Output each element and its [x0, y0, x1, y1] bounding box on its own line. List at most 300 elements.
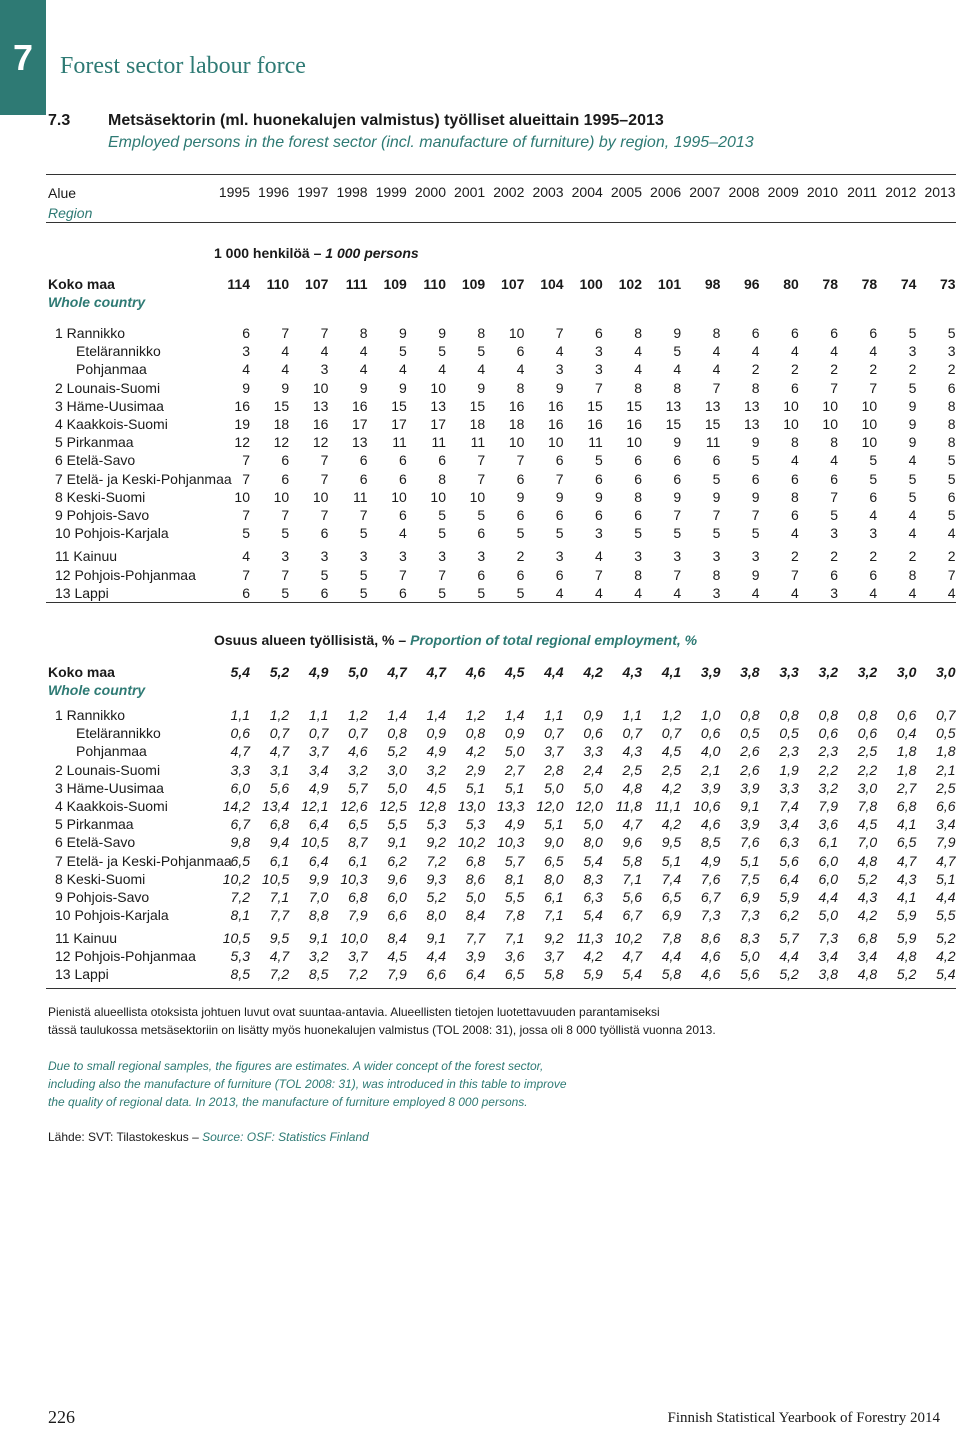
table-cell: 5,8: [544, 966, 564, 982]
table-cell: 10: [312, 379, 329, 396]
table-cell: 3,6: [818, 816, 838, 833]
table-cell: 10,2: [222, 870, 250, 887]
table-cell: 6: [399, 452, 407, 469]
table-cell: 10: [626, 434, 642, 451]
year-header: 2001: [454, 184, 486, 200]
table-cell: 4: [830, 452, 838, 469]
table-cell: 2: [947, 361, 956, 378]
table-cell: 9: [516, 488, 525, 505]
table-cell: 7,0: [857, 834, 878, 851]
table-cell: 5: [438, 585, 446, 601]
table-cell: 4,9: [308, 664, 329, 680]
table-cell: 6: [830, 567, 838, 583]
table-cell: 7: [830, 488, 838, 505]
table-cell: 4,1: [661, 664, 682, 680]
table-cell: 6,6: [387, 907, 407, 924]
table-cell: 8,6: [465, 870, 486, 887]
table-cell: 3,9: [740, 816, 760, 833]
table-cell: 2,9: [465, 761, 486, 778]
table-cell: 3,0: [896, 664, 917, 680]
table-cell: 3,9: [700, 664, 721, 680]
year-header: 2007: [689, 184, 721, 200]
table-cell: 78: [822, 276, 838, 292]
table-cell: 13: [312, 397, 329, 414]
table-cell: 16: [508, 397, 525, 414]
table-cell: 10,5: [301, 834, 329, 851]
chapter-title: Forest sector labour force: [60, 53, 306, 79]
table-cell: 1,9: [779, 761, 799, 778]
table-cell: 4,1: [896, 889, 917, 905]
table-cell: 6: [477, 525, 486, 542]
table-cell: 4,7: [622, 816, 642, 833]
table-cell: 4,7: [896, 852, 917, 869]
table-cell: 107: [305, 276, 329, 292]
table-cell: 4: [869, 585, 878, 601]
table-cell: 3,7: [348, 948, 368, 964]
table-cell: 3,3: [583, 743, 603, 760]
table-cell: 7,3: [700, 907, 721, 924]
table-cell: 10,5: [261, 870, 290, 887]
table-cell: 7: [359, 507, 368, 523]
table-cell: 4,5: [857, 816, 878, 833]
table-cell: 6: [673, 452, 682, 469]
table-cell: 16: [548, 397, 564, 414]
table-title-fi-text: Metsäsektorin (ml. huonekalujen valmistus) työlliset alueittain 1995–2013: [108, 112, 664, 129]
region-label: 2 Lounais-Suomi: [55, 379, 161, 396]
table-cell: 6: [399, 470, 407, 487]
table-cell: 6: [595, 325, 603, 341]
table-cell: 5: [908, 470, 917, 487]
table-cell: 9,5: [661, 834, 682, 851]
table-cell: 2,6: [740, 761, 760, 778]
table-cell: 2,1: [936, 761, 956, 778]
table-cell: 8: [908, 567, 917, 583]
table-cell: 1,0: [700, 707, 721, 723]
region-label: 13 Lappi: [55, 966, 109, 982]
table-cell: 6: [242, 325, 250, 341]
table-cell: 18: [273, 416, 290, 432]
table-cell: 2,7: [504, 761, 525, 778]
table-cell: 6,5: [348, 816, 368, 833]
table-cell: 6: [791, 470, 799, 487]
source-note: Lähde: SVT: Tilastokeskus – Source: OSF: Statistics Finland: [48, 1130, 369, 1144]
table-cell: 4: [399, 361, 407, 378]
region-label: Etelärannikko: [76, 343, 161, 360]
table-cell: 6: [477, 567, 486, 583]
table-cell: 3: [595, 525, 603, 542]
table-cell: 1,4: [387, 707, 407, 723]
table-cell: 4,3: [896, 870, 917, 887]
table-cell: 1,1: [308, 707, 329, 723]
table-cell: 0,8: [387, 725, 407, 742]
table-cell: 0,6: [700, 725, 721, 742]
table-cell: 1,2: [348, 707, 368, 723]
region-label: Pohjanmaa: [76, 743, 147, 760]
table-cell: 3: [595, 343, 603, 360]
table-cell: 4,6: [700, 816, 721, 833]
table-cell: 6,6: [936, 798, 956, 814]
table-cell: 10,0: [340, 930, 368, 946]
table-cell: 6: [947, 379, 956, 396]
table-cell: 3,0: [387, 761, 407, 778]
table-cell: 6: [869, 567, 878, 583]
table-cell: 5,0: [544, 779, 564, 796]
table-cell: 0,8: [818, 707, 838, 723]
table-cell: 5,5: [387, 816, 407, 833]
table-cell: 3,1: [269, 761, 290, 778]
table-cell: 5,9: [896, 907, 917, 924]
table-cell: 2: [908, 548, 917, 564]
table-cell: 5,3: [426, 816, 446, 833]
table-cell: 7,4: [661, 870, 682, 887]
table-cell: 10: [430, 379, 446, 396]
table-cell: 8,1: [504, 870, 525, 887]
whole-country-label-en: Whole country: [48, 682, 146, 698]
table-cell: 1,2: [269, 707, 290, 723]
table-cell: 16: [548, 416, 564, 432]
year-header: 2012: [885, 184, 917, 200]
table-cell: 0,9: [504, 725, 525, 742]
table-cell: 6,3: [583, 889, 603, 905]
table-cell: 0,6: [818, 725, 838, 742]
table-cell: 109: [383, 276, 407, 292]
table-cell: 9,0: [544, 834, 564, 851]
table-cell: 7: [673, 507, 682, 523]
divider: [46, 988, 956, 989]
table-cell: 0,5: [936, 725, 956, 742]
table-cell: 2: [869, 548, 878, 564]
table-cell: 0,7: [308, 725, 329, 742]
table-cell: 4: [438, 361, 446, 378]
table-cell: 3,0: [857, 779, 878, 796]
table-cell: 4: [634, 585, 642, 601]
table-cell: 7: [281, 325, 290, 341]
table-cell: 9: [673, 325, 682, 341]
table-cell: 9,3: [426, 870, 446, 887]
table-cell: 3,9: [740, 779, 760, 796]
table-cell: 9: [555, 379, 564, 396]
table-cell: 16: [312, 416, 329, 432]
whole-country-label-en: Whole country: [48, 294, 146, 310]
table-cell: 5: [320, 567, 329, 583]
table-cell: 1,8: [896, 761, 917, 778]
table-cell: 5: [516, 585, 525, 601]
table-cell: 10,2: [457, 834, 486, 851]
table-cell: 5: [947, 507, 956, 523]
table-cell: 11: [705, 434, 721, 451]
table-cell: 6,5: [544, 852, 564, 869]
table-cell: 6,7: [700, 889, 721, 905]
table-cell: 0,8: [465, 725, 486, 742]
chapter-number: 7: [12, 37, 34, 78]
table-cell: 5: [712, 470, 721, 487]
table-cell: 8: [634, 379, 642, 396]
table-cell: 73: [940, 276, 956, 292]
table-cell: 2,2: [818, 761, 838, 778]
year-header: 1995: [218, 184, 250, 200]
table-cell: 6: [751, 470, 760, 487]
table-cell: 5,6: [740, 966, 760, 982]
table-cell: 11: [588, 434, 603, 451]
whole-country-label: Koko maa: [48, 276, 115, 292]
year-header: 2011: [847, 184, 878, 200]
region-label: 4 Kaakkois-Suomi: [55, 416, 168, 432]
table-cell: 7,3: [818, 930, 838, 946]
table-cell: 3,3: [230, 761, 250, 778]
table-cell: 1,8: [896, 743, 917, 760]
table-cell: 5: [438, 525, 446, 542]
table-cell: 8,6: [700, 930, 721, 946]
table-cell: 5: [830, 507, 838, 523]
table-cell: 6: [830, 325, 838, 341]
table-cell: 10: [312, 488, 329, 505]
region-label: 13 Lappi: [55, 585, 109, 601]
table-cell: 5: [477, 507, 486, 523]
table-cell: 0,7: [269, 725, 290, 742]
table-cell: 5,4: [583, 907, 603, 924]
table-cell: 9: [281, 379, 290, 396]
table-cell: 9: [751, 434, 760, 451]
table-cell: 5,6: [269, 779, 290, 796]
table-cell: 4: [516, 361, 525, 378]
table-cell: 6: [595, 507, 603, 523]
table-cell: 0,8: [740, 707, 760, 723]
table-cell: 2: [791, 548, 799, 564]
table-cell: 6,0: [818, 852, 838, 869]
table-cell: 7: [242, 567, 250, 583]
table-cell: 3,2: [857, 664, 878, 680]
year-header: 2009: [767, 184, 799, 200]
table-cell: 8,8: [308, 907, 329, 924]
year-header: 2005: [610, 184, 642, 200]
table-cell: 10,3: [497, 834, 525, 851]
region-label: 9 Pohjois-Savo: [55, 889, 150, 905]
footer-title: Finnish Statistical Yearbook of Forestry 2014: [667, 1410, 940, 1426]
table-cell: 4,3: [622, 743, 642, 760]
table-cell: 6: [320, 525, 329, 542]
table-cell: 3: [673, 548, 682, 564]
table-cell: 4,2: [465, 743, 486, 760]
table-cell: 4,2: [661, 779, 682, 796]
table-cell: 13,4: [261, 798, 290, 814]
table-cell: 7: [477, 470, 486, 487]
table-number: 7.3: [48, 112, 71, 129]
table-cell: 7,2: [426, 852, 446, 869]
table-cell: 4: [281, 361, 290, 378]
table-cell: 5,1: [936, 870, 956, 887]
table-cell: 4,7: [936, 852, 956, 869]
table-cell: 11: [431, 434, 446, 451]
table-title-en: [48, 134, 754, 152]
table-cell: 4,9: [426, 743, 446, 760]
table-cell: 10: [508, 325, 525, 341]
table-cell: 3,4: [936, 816, 956, 833]
table-cell: 2: [869, 361, 878, 378]
table-cell: 4: [359, 343, 368, 360]
table-cell: 6: [438, 452, 446, 469]
table-cell: 7,6: [700, 870, 721, 887]
table-cell: 5: [281, 585, 290, 601]
table-cell: 4: [477, 361, 486, 378]
table-cell: 7: [751, 507, 760, 523]
year-header: 2000: [414, 184, 446, 200]
table-cell: 6,1: [544, 889, 564, 905]
table-cell: 8: [673, 379, 682, 396]
table-cell: 6: [751, 325, 760, 341]
table-cell: 0,6: [230, 725, 250, 742]
table-cell: 2: [516, 548, 525, 564]
table-cell: 7,9: [348, 907, 368, 924]
table-cell: 4: [555, 343, 564, 360]
region-label: 6 Etelä-Savo: [55, 452, 136, 469]
divider: [46, 174, 956, 175]
table-cell: 5,1: [465, 779, 486, 796]
table-cell: 3,2: [426, 761, 446, 778]
table-cell: 8,4: [465, 907, 486, 924]
table-cell: 11,1: [654, 798, 682, 814]
table-cell: 18: [469, 416, 486, 432]
region-label: 9 Pohjois-Savo: [55, 507, 150, 523]
table-cell: 5,1: [740, 852, 760, 869]
region-label: 3 Häme-Uusimaa: [55, 397, 164, 414]
table-cell: 2,3: [779, 743, 799, 760]
table-cell: 13,0: [457, 798, 486, 814]
table-cell: 4,0: [700, 743, 721, 760]
table-cell: 4: [908, 585, 917, 601]
table-cell: 5,0: [818, 907, 838, 924]
table-cell: 4,2: [583, 664, 603, 680]
table-cell: 0,5: [740, 725, 760, 742]
table-cell: 1,1: [622, 707, 642, 723]
table-cell: 5,4: [622, 966, 642, 982]
table-cell: 2,2: [857, 761, 878, 778]
table-cell: 16: [234, 397, 250, 414]
table-cell: 7,2: [269, 966, 290, 982]
table-cell: 7: [947, 567, 956, 583]
table-cell: 8,5: [230, 966, 250, 982]
table-cell: 9,1: [740, 798, 760, 814]
table-cell: 11,3: [576, 930, 603, 946]
table-cell: 3,4: [308, 761, 329, 778]
table-cell: 0,7: [622, 725, 642, 742]
table-cell: 8,0: [426, 907, 446, 924]
table-cell: 0,7: [544, 725, 564, 742]
table-cell: 6,8: [465, 852, 486, 869]
table-cell: 10: [508, 434, 525, 451]
table-cell: 2: [830, 548, 838, 564]
table-cell: 8,4: [387, 930, 407, 946]
table-cell: 1,4: [504, 707, 525, 723]
year-header: 1997: [297, 184, 329, 200]
table-cell: 3,7: [544, 948, 564, 964]
table-cell: 9: [908, 434, 917, 451]
table-cell: 4,9: [504, 816, 525, 833]
table-cell: 3: [555, 548, 564, 564]
table-cell: 2: [830, 361, 838, 378]
table-cell: 6: [555, 507, 564, 523]
table-cell: 4: [791, 343, 799, 360]
table-cell: 3: [438, 548, 446, 564]
table-cell: 9,1: [426, 930, 446, 946]
table-cell: 8: [516, 379, 525, 396]
table-cell: 5,7: [348, 779, 368, 796]
table-cell: 0,7: [936, 707, 956, 723]
table-cell: 0,5: [779, 725, 799, 742]
table-cell: 4,9: [700, 852, 721, 869]
table-cell: 9: [673, 434, 682, 451]
table-cell: 3,7: [544, 743, 564, 760]
table-cell: 8: [751, 379, 760, 396]
table-cell: 9: [438, 325, 446, 341]
region-label: 10 Pohjois-Karjala: [55, 525, 169, 542]
table-cell: 8: [477, 325, 486, 341]
table-cell: 4,6: [465, 664, 486, 680]
table-cell: 4: [791, 525, 799, 542]
table-cell: 5,0: [583, 816, 603, 833]
table-cell: 7: [595, 379, 603, 396]
table-cell: 4: [751, 343, 760, 360]
region-header-en: Region: [48, 205, 93, 221]
region-label: 6 Etelä-Savo: [55, 834, 136, 851]
table-cell: 6,5: [896, 834, 917, 851]
table-cell: 16: [626, 416, 642, 432]
table-cell: 14,2: [222, 798, 250, 814]
page-number: 226: [48, 1407, 75, 1427]
table-cell: 7,8: [661, 930, 682, 946]
table-cell: 5: [673, 343, 682, 360]
table-cell: 7: [242, 452, 250, 469]
table-cell: 6,0: [818, 870, 838, 887]
table-cell: 7: [477, 452, 486, 469]
table-cell: 4: [791, 452, 799, 469]
table-cell: 8,0: [544, 870, 564, 887]
note-fi: Pienistä alueellista otoksista johtuen luvut ovat suuntaa-antavia. Alueellisten tietojen luotettavuuden parantamiseksi tässä taulukossa metsäsektoriin on lisätty myös huonekalujen valmistus (TOL 2008: 31), jossa oli 8 000 työllistä vuonna 2013.: [48, 1005, 716, 1037]
table-cell: 3,4: [857, 948, 878, 964]
table-cell: 3: [712, 548, 721, 564]
table-cell: 6: [712, 452, 721, 469]
table-cell: 4: [320, 343, 329, 360]
table-cell: 4: [869, 343, 878, 360]
table-cell: 5: [869, 470, 878, 487]
table-cell: 1,2: [465, 707, 486, 723]
table-cell: 7: [869, 379, 878, 396]
table-cell: 6,1: [348, 852, 368, 869]
table-cell: 4,7: [426, 664, 446, 680]
table-cell: 80: [783, 276, 799, 292]
table-cell: 2,7: [896, 779, 917, 796]
table-cell: 4,9: [308, 779, 329, 796]
table-cell: 9: [477, 379, 486, 396]
year-header: 2002: [493, 184, 525, 200]
table-cell: 8,7: [348, 834, 368, 851]
table-cell: 3,4: [779, 816, 799, 833]
table-cell: 7: [242, 507, 250, 523]
divider: [46, 222, 956, 223]
table-cell: 4,7: [230, 743, 250, 760]
table-cell: 5,1: [504, 779, 525, 796]
table-cell: 16: [587, 416, 603, 432]
table-cell: 6: [242, 585, 250, 601]
table-cell: 5: [438, 343, 446, 360]
table-cell: 5: [477, 343, 486, 360]
table-cell: 9: [908, 416, 917, 432]
table-cell: 8: [947, 397, 956, 414]
table-cell: 7,1: [622, 870, 642, 887]
table-cell: 5,2: [426, 889, 446, 905]
table-cell: 5,1: [544, 816, 564, 833]
table-cell: 9: [908, 397, 917, 414]
year-header: 1998: [336, 184, 368, 200]
